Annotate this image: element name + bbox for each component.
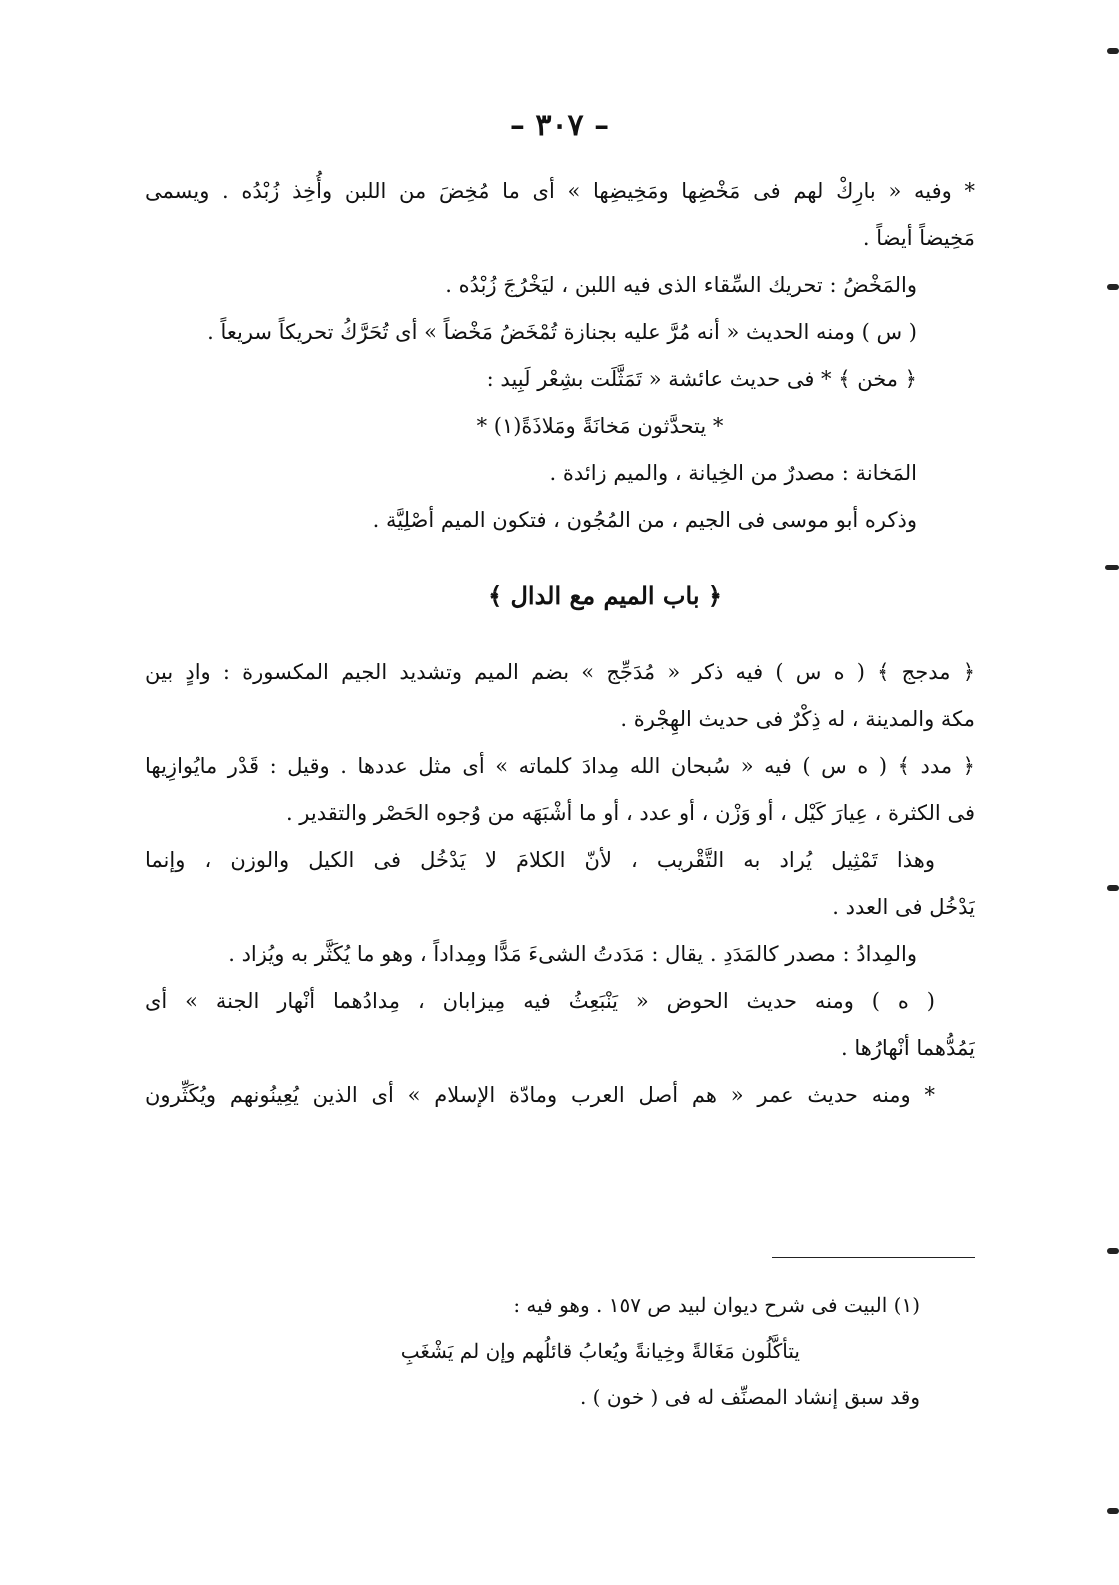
scan-edge-mark: [1107, 885, 1119, 891]
scan-edge-mark: [1105, 565, 1119, 570]
scan-edge-mark: [1107, 1248, 1119, 1254]
paragraph-line: فى الكثرة ، عِيارَ كَيْل ، أو وَزْن ، أو عدد ، أو ما أشْبَهَه من وُجوه الحَصْر والتقدير .: [285, 801, 975, 825]
paragraph-line: والمَخْضُ : تحريك السِّقاء الذى فيه اللبن ، ليَخْرُجَ زُبْدُه .: [445, 273, 917, 297]
chapter-heading: ﴿ باب الميم مع الدال ﴾: [488, 581, 722, 610]
footnotes: [200, 1282, 920, 1420]
paragraph-line: ﴿ مدد ﴾ ( ه س ) فيه « سُبحان الله مِدادَ كلماته » أى مثل عددها . وقيل : قَدْر مايُوازِيها: [145, 754, 975, 778]
paragraph-line: المَخانة : مصدرٌ من الخِيانة ، والميم زائدة .: [549, 461, 917, 485]
scan-edge-mark: [1107, 48, 1119, 54]
scan-edge-mark: [1107, 284, 1119, 290]
paragraph-line: يَمُدُّهما أنْهارُها .: [840, 1036, 975, 1060]
footnote-verse: يتأكَّلُون مَغَالةً وخِيانةً ويُعابُ قائلُهم وإن لم يَشْغَبِ: [400, 1339, 800, 1363]
main-text: [145, 168, 975, 1119]
paragraph-line: ﴿ مدجج ﴾ ( ه س ) فيه ذكر « مُدَجِّج » بضم الميم وتشديد الجيم المكسورة : وادٍ بين: [145, 660, 975, 684]
paragraph-line: وهذا تَمْثِيل يُراد به التَّقْريب ، لأنّ الكلامَ لا يَدْخُل فى الكيل والوزن ، وإنما: [145, 848, 935, 872]
paragraph-line: ( ه ) ومنه حديث الحوض « يَنْبَعِثُ فيه مِيزابان ، مِدادُهما أنْهار الجنة » أى: [145, 989, 935, 1013]
paragraph-line: * ومنه حديث عمر « هم أصل العرب ومادّة الإسلام » أى الذين يُعِينُونهم ويُكَثِّرون: [145, 1083, 935, 1107]
footnote-line: وقد سبق إنشاد المصنِّف له فى ( خون ) .: [579, 1385, 920, 1409]
paragraph-line: ﴿ مخن ﴾ * فى حديث عائشة « تَمَثَّلَت بشِعْر لَبِيد :: [486, 367, 917, 391]
paragraph-line: مَخِيضاً أيضاً .: [862, 226, 975, 250]
paragraph-line: يَدْخُل فى العدد .: [832, 895, 975, 919]
paragraph-line: * وفيه « بارِكْ لهم فى مَخْضِها ومَخِيضِها » أى ما مُخِضَ من اللبن وأُخِذ زُبْدُه . ويسمى: [145, 179, 975, 203]
footnote-divider: [772, 1257, 975, 1258]
paragraph-line: مكة والمدينة ، له ذِكْرٌ فى حديث الهِجْرة .: [620, 707, 975, 731]
scan-edge-mark: [1107, 1508, 1119, 1514]
paragraph-line: ( س ) ومنه الحديث « أنه مُرَّ عليه بجنازة تُمْخَضُ مَخْضاً » أى تُحَرَّكُ تحريكاً سريعاً .: [207, 320, 917, 344]
paragraph-line: وذكره أبو موسى فى الجيم ، من المُجُون ، فتكون الميم أصْلِيَّة .: [372, 508, 917, 532]
page-number: – ٣٠٧ –: [509, 108, 610, 143]
footnote-line: (١) البيت فى شرح ديوان لبيد ص ١٥٧ . وهو فيه :: [513, 1293, 920, 1317]
paragraph-line: والمِدادُ : مصدر كالمَدَدِ . يقال : مَدَدتُ الشىءَ مَدًّا ومِداداً ، وهو ما يُكَثَّر به ويُزاد .: [228, 942, 917, 966]
poem-verse: * يتحدَّثون مَخانَةً ومَلاذَةً(١) *: [476, 414, 724, 438]
